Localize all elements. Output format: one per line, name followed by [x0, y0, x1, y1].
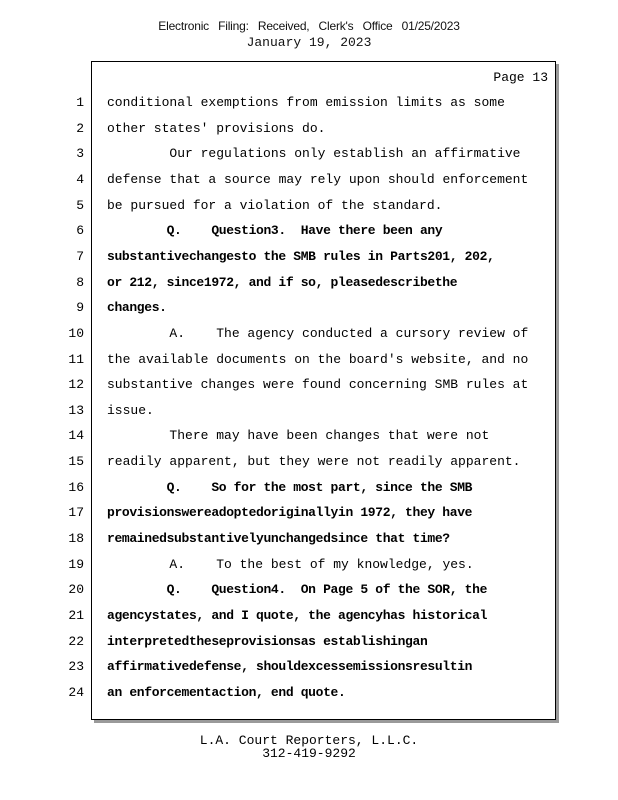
line-number: 11 — [68, 352, 84, 367]
transcript-line: interpretedtheseprovisionsas establishingan — [107, 634, 428, 649]
line-number: 24 — [68, 685, 84, 700]
line-number: 23 — [68, 659, 84, 674]
transcript-line: defense that a source may rely upon should enforcement — [107, 172, 529, 187]
line-number: 3 — [76, 146, 84, 161]
transcript-line: be pursued for a violation of the standard. — [107, 198, 443, 213]
transcript-line: There may have been changes that were not — [107, 428, 490, 443]
line-number: 10 — [68, 326, 84, 341]
line-number: 15 — [68, 454, 84, 469]
line-number: 7 — [76, 249, 84, 264]
transcript-line: or 212, since1972, and if so, pleasedescribethe — [107, 275, 458, 290]
transcript-line: other states' provisions do. — [107, 121, 326, 136]
line-number: 2 — [76, 121, 84, 136]
transcript-line: readily apparent, but they were not readily apparent. — [107, 454, 521, 469]
transcript-line: A. To the best of my knowledge, yes. — [107, 557, 474, 572]
transcript-line: Our regulations only establish an affirmative — [107, 146, 521, 161]
transcript-line: agencystates, and I quote, the agencyhas historical — [107, 608, 488, 623]
line-number: 6 — [76, 223, 84, 238]
line-number: 8 — [76, 275, 84, 290]
line-number: 1 — [76, 95, 84, 110]
transcript-line: A. The agency conducted a cursory review of — [107, 326, 529, 341]
line-number: 16 — [68, 480, 84, 495]
court-reporter-name: L.A. Court Reporters, L.L.C. — [199, 733, 419, 748]
transcript-line: Q. Question4. On Page 5 of the SOR, the — [107, 582, 488, 597]
transcript-line: conditional exemptions from emission limits as some — [107, 95, 505, 110]
page-number: Page 13 — [493, 70, 548, 85]
transcript-line: Q. So for the most part, since the SMB — [107, 480, 473, 495]
transcript-line: remainedsubstantivelyunchangedsince that time? — [107, 531, 450, 546]
transcript-line: provisionswereadoptedoriginallyin 1972, they have — [107, 505, 473, 520]
line-number: 14 — [68, 428, 84, 443]
transcript-line: issue. — [107, 403, 154, 418]
transcript-line: substantivechangesto the SMB rules in Parts201, 202, — [107, 249, 495, 264]
line-number: 21 — [68, 608, 84, 623]
line-number: 22 — [68, 634, 84, 649]
line-number: 17 — [68, 505, 84, 520]
line-number: 18 — [68, 531, 84, 546]
transcript-line: substantive changes were found concerning SMB rules at — [107, 377, 529, 392]
line-number: 5 — [76, 198, 84, 213]
transcript-line: an enforcementaction, end quote. — [107, 685, 346, 700]
line-number: 20 — [68, 582, 84, 597]
filing-stamp: Electronic Filing: Received, Clerk's Office 01/25/2023 — [158, 19, 460, 33]
line-number: 4 — [76, 172, 84, 187]
line-number: 19 — [68, 557, 84, 572]
transcript-line: changes. — [107, 300, 167, 315]
court-reporter-phone: 312-419-9292 — [262, 746, 356, 761]
transcript-line: the available documents on the board's website, and no — [107, 352, 529, 367]
transcript-line: Q. Question3. Have there been any — [107, 223, 443, 238]
line-number: 12 — [68, 377, 84, 392]
line-number: 9 — [76, 300, 84, 315]
line-number: 13 — [68, 403, 84, 418]
transcript-date: January 19, 2023 — [246, 35, 372, 50]
transcript-line: affirmativedefense, shouldexcessemissionsresultin — [107, 659, 473, 674]
